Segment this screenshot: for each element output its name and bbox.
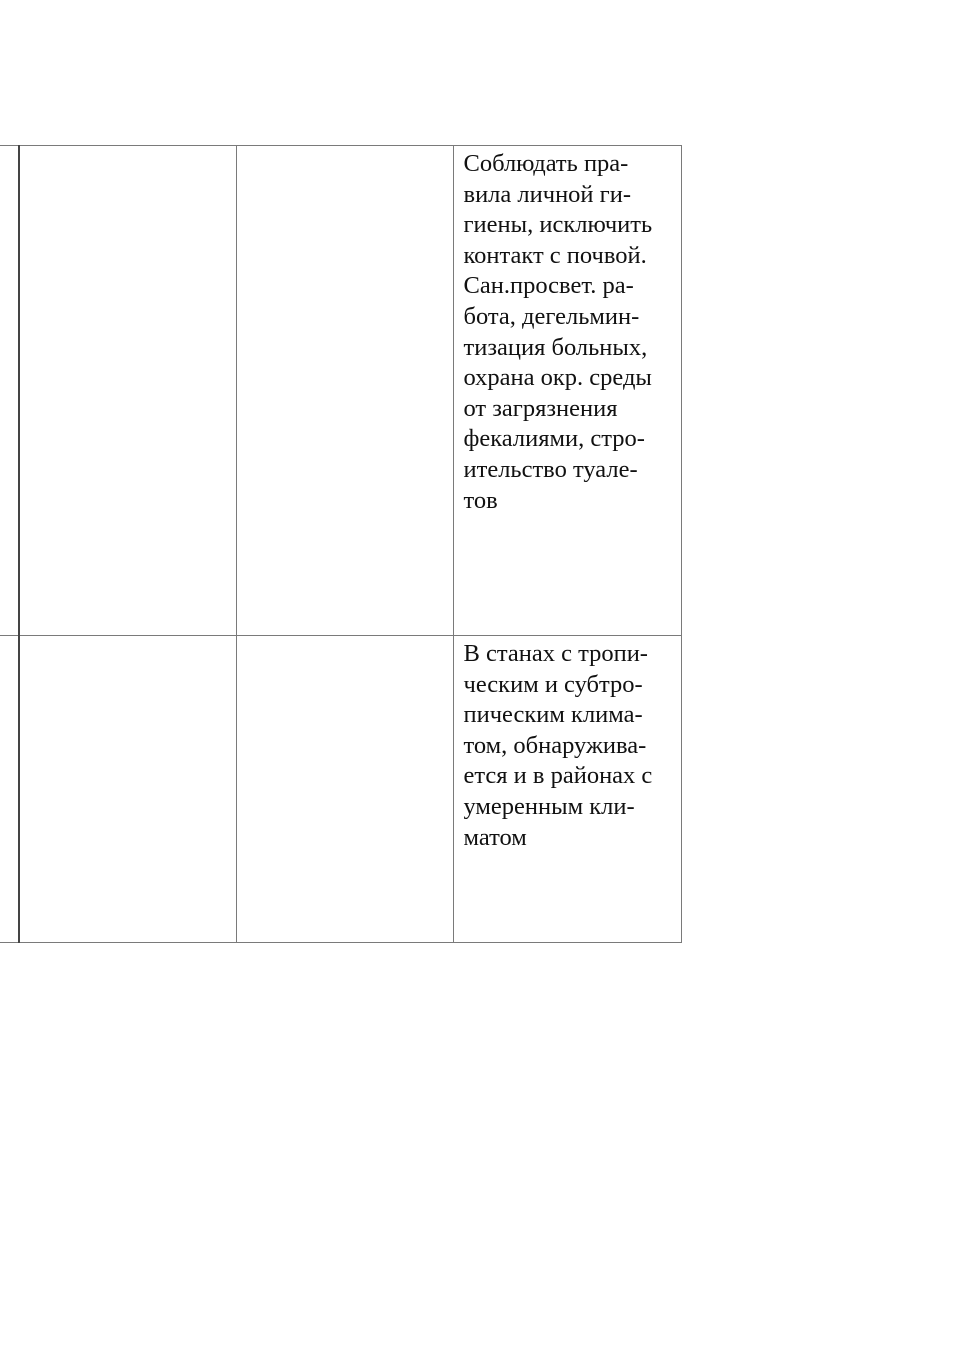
cell-text [237,146,453,149]
prevention-cell [453,146,681,636]
truncated-column-cell [0,146,19,636]
document-table [0,145,682,943]
table-cell [236,146,453,636]
table-cell [19,636,236,943]
cell-text [20,636,236,639]
prevention-text: Соблюдать пра- вила личной ги- гиены, исключить контакт с почвой. Сан.просвет. ра- бота, дегельмин- тизация больных, охрана окр. среды от загрязнения фекалиями, стро- ительство туале- тов [463,150,653,514]
table-cell [236,636,453,943]
distribution-cell [453,636,681,943]
distribution-text: В станах с тропи- ческим и субтро- пическим клима- том, обнаружива- ется и в районах с умеренным кли- матом [463,640,653,851]
table-row [0,636,681,943]
cell-text [20,146,236,149]
cell-text [237,636,453,639]
truncated-column-cell [0,636,19,943]
table-row [0,146,681,636]
table-cell [19,146,236,636]
